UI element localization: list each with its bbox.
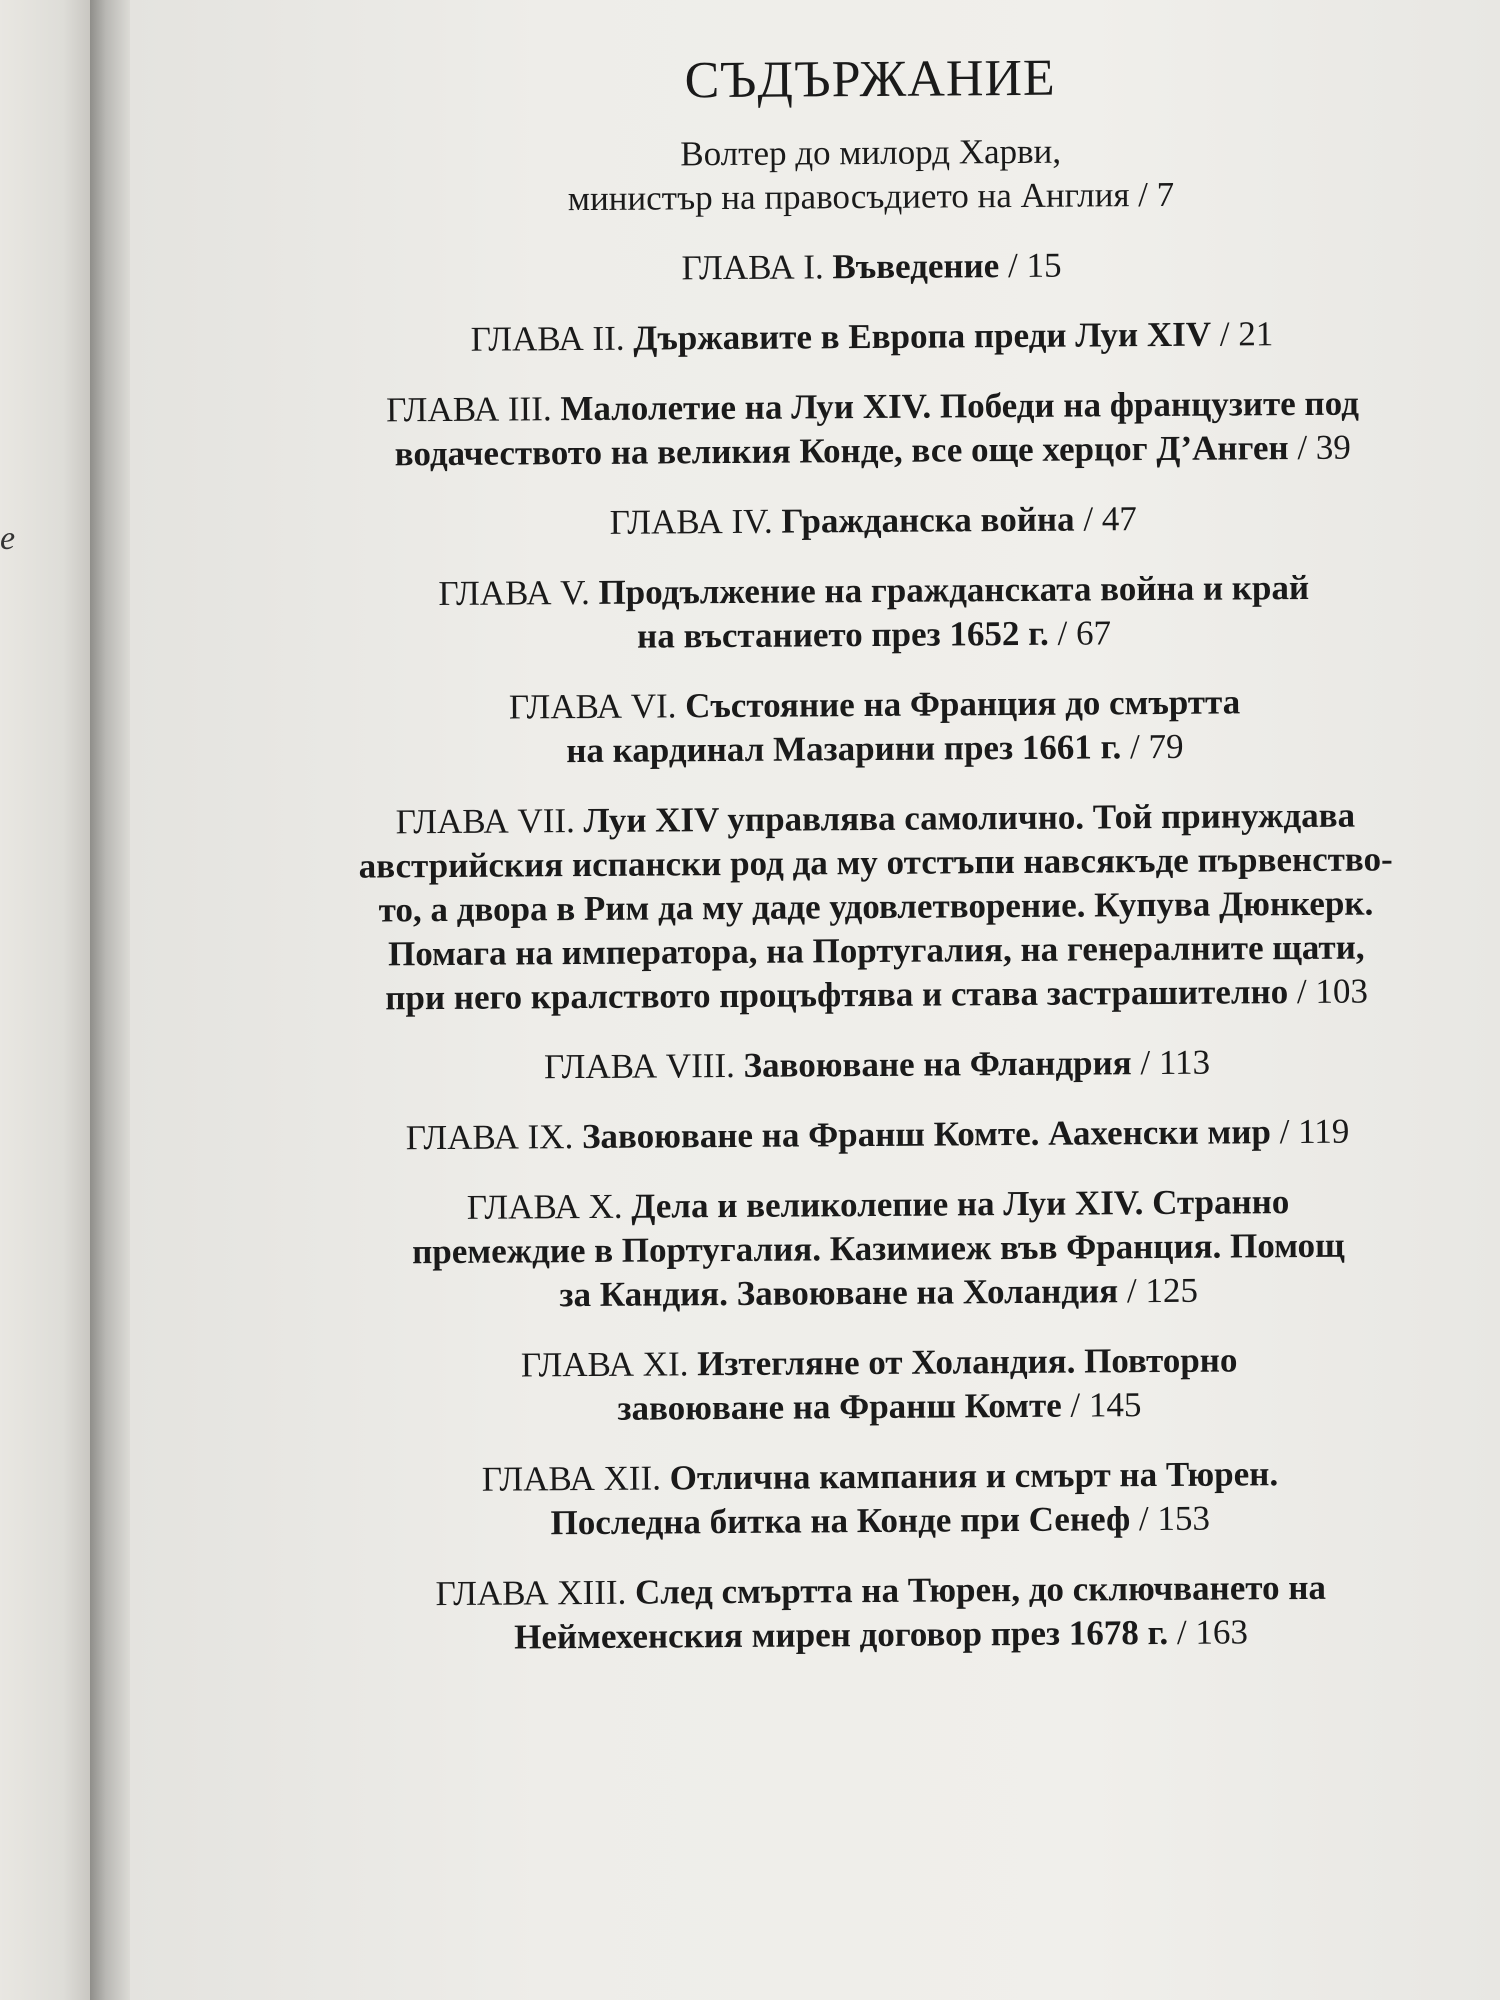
toc-chapter-title: Въведение	[832, 246, 1000, 287]
toc-entry	[272, 381, 1473, 477]
toc-chapter-title: на въстанието през 1652 г.	[636, 613, 1049, 656]
toc-page-number: / 7	[1138, 174, 1175, 215]
left-facing-page	[0, 0, 90, 2000]
toc-entry-line	[274, 565, 1474, 617]
toc-entry	[277, 1039, 1477, 1091]
toc-entry	[278, 1179, 1479, 1319]
toc-chapter-title: Продължение на гражданската война и край	[598, 567, 1310, 612]
book-page	[130, 0, 1500, 2000]
toc-entry-line	[279, 1267, 1479, 1319]
toc-entry-line	[278, 1223, 1478, 1275]
toc-page-number: / 39	[1297, 427, 1351, 468]
toc-chapter-title: водачеството на великия Конде, все още херцог Д’Анген	[394, 428, 1289, 474]
toc-page-number: / 113	[1140, 1042, 1211, 1083]
toc-entry-line	[280, 1495, 1480, 1547]
toc-chapter-title: Завоюване на Фландрия	[743, 1043, 1132, 1085]
toc-chapter-title: Последна битка на Конде при Сенеф	[550, 1499, 1131, 1543]
toc-chapter-label: ГЛАВА III.	[385, 389, 552, 430]
toc-chapter-title: След смъртта на Тюрен, до сключването на	[634, 1567, 1327, 1612]
toc-entry-line	[281, 1609, 1481, 1661]
toc-chapter-title: Гражданска война	[781, 499, 1075, 541]
table-of-contents	[270, 46, 1481, 1687]
toc-chapter-label: ГЛАВА I.	[681, 247, 824, 288]
toc-chapter-title: премеждие в Португалия. Казимиеж във Франция. Помощ	[411, 1225, 1345, 1272]
toc-chapter-label: ГЛАВА IX.	[405, 1117, 574, 1158]
toc-chapter-label: ГЛАВА XII.	[481, 1458, 662, 1499]
toc-page-number: / 103	[1296, 971, 1369, 1012]
toc-page-number: / 67	[1057, 613, 1112, 653]
toc-entry-line	[275, 723, 1475, 775]
toc-entry	[281, 1565, 1482, 1661]
toc-chapter-title: Изтегляне от Холандия. Повторно	[697, 1340, 1238, 1384]
toc-chapter-label: ГЛАВА IV.	[609, 501, 773, 542]
toc-chapter-title: завоюване на Франш Комте	[617, 1385, 1062, 1428]
toc-intro-line: Волтер до милорд Харви,	[680, 131, 1062, 174]
toc-page-number: / 47	[1083, 499, 1137, 539]
page-title: СЪДЪРЖАНИЕ	[684, 49, 1056, 110]
toc-intro-line	[271, 171, 1471, 223]
left-page-text-fragment: е	[0, 520, 16, 557]
toc-chapter-label: ГЛАВА VII.	[395, 801, 575, 842]
toc-intro-entry	[271, 127, 1472, 223]
toc-entry-line	[272, 311, 1472, 363]
toc-entry	[275, 793, 1477, 1021]
toc-entry-line	[274, 609, 1474, 661]
toc-page-number: / 119	[1279, 1111, 1350, 1152]
toc-chapter-title: Отлична кампания и смърт на Тюрен.	[669, 1454, 1279, 1498]
toc-chapter-title: на кардинал Мазарини през 1661 г.	[566, 727, 1122, 771]
toc-chapter-title: австрийския испански род да му отстъпи навсякъде първенство-	[358, 839, 1393, 886]
toc-entry-line	[277, 1109, 1477, 1161]
toc-page-number: / 163	[1176, 1612, 1249, 1652]
toc-chapter-label: ГЛАВА V.	[438, 572, 590, 614]
toc-chapter-label: ГЛАВА XIII.	[435, 1572, 627, 1614]
toc-entry-line	[276, 969, 1476, 1021]
toc-chapter-title: Луи XIV управлява самолично. Той принуждава	[583, 795, 1356, 841]
toc-entry-line	[277, 1039, 1477, 1091]
toc-entry-line	[279, 1381, 1479, 1433]
toc-chapter-title: за Кандия. Завоюване на Холандия	[559, 1271, 1119, 1315]
book-gutter	[90, 0, 130, 2000]
toc-entry	[273, 495, 1473, 547]
toc-page-number: / 21	[1219, 314, 1274, 354]
toc-entry-line	[273, 495, 1473, 547]
toc-entry	[274, 565, 1475, 661]
toc-chapter-title: Дела и великолепие на Луи XIV. Странно	[631, 1182, 1290, 1226]
toc-intro-text: министър на правосъдието на Англия	[567, 175, 1130, 219]
toc-entry	[272, 311, 1472, 363]
toc-entry	[277, 1109, 1477, 1161]
toc-page-number: / 15	[1007, 245, 1062, 286]
toc-chapter-label: ГЛАВА VIII.	[543, 1045, 735, 1087]
toc-entry	[280, 1451, 1481, 1547]
toc-entries	[271, 241, 1481, 1661]
toc-page-number: / 145	[1070, 1385, 1142, 1425]
toc-chapter-title: Малолетие на Луи XIV. Победи на французите под	[560, 383, 1359, 429]
toc-entry-line	[271, 241, 1471, 293]
toc-chapter-title: Състояние на Франция до смъртта	[685, 682, 1241, 726]
toc-page-number: / 125	[1126, 1270, 1199, 1311]
toc-chapter-label: ГЛАВА II.	[470, 318, 625, 359]
toc-chapter-label: ГЛАВА XI.	[520, 1344, 689, 1385]
toc-page-number: / 153	[1138, 1498, 1211, 1539]
toc-page-number: / 79	[1129, 726, 1184, 767]
toc-entry-line	[273, 425, 1473, 477]
toc-entry	[271, 241, 1471, 293]
toc-chapter-title: Държавите в Европа преди Луи XIV	[633, 314, 1212, 358]
toc-entry-line	[281, 1565, 1481, 1617]
toc-chapter-title: то, а двора в Рим да му даде удовлетворение. Купува Дюнкерк.	[378, 883, 1374, 930]
toc-chapter-label: ГЛАВА VI.	[508, 686, 677, 727]
toc-entry	[279, 1337, 1480, 1433]
toc-chapter-label: ГЛАВА X.	[466, 1186, 623, 1227]
toc-chapter-title: Завоюване на Франш Комте. Аахенски мир	[581, 1112, 1272, 1157]
toc-chapter-title: Неймехенския мирен договор през 1678 г.	[514, 1612, 1169, 1657]
toc-entry	[274, 679, 1475, 775]
toc-chapter-title: Помага на императора, на Португалия, на генералните щати,	[387, 927, 1365, 974]
toc-chapter-title: при него кралството процъфтява и става застрашително	[385, 972, 1289, 1018]
